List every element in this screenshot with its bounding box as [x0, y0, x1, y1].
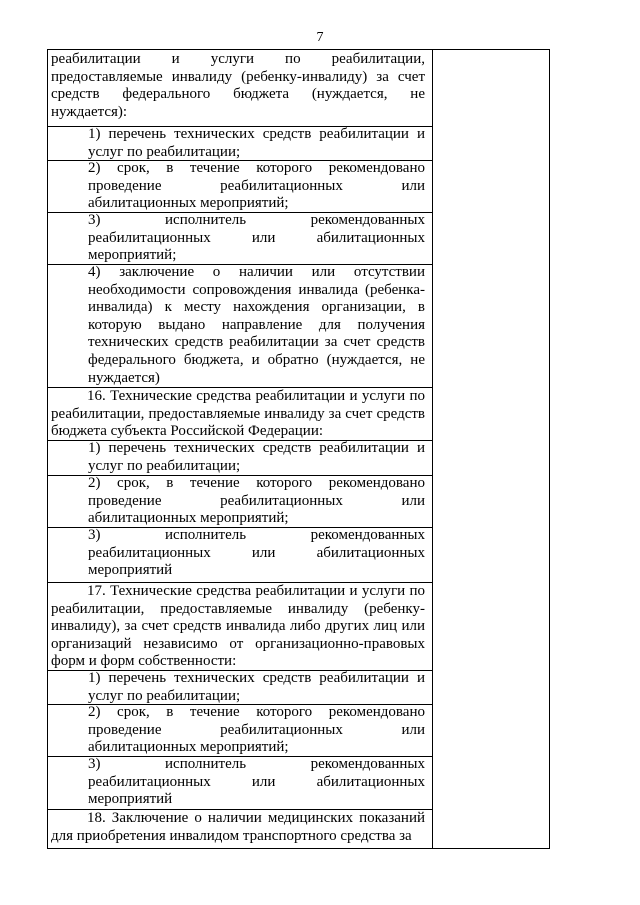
table-cell-item	[88, 264, 425, 387]
cell-text: 3) исполнитель рекомендованных реабилитационных или абилитационных мероприятий;	[88, 212, 425, 264]
table-cell-item	[88, 756, 425, 809]
table-cell-section-18	[51, 810, 425, 845]
page-number: 7	[316, 30, 324, 45]
table-cell-item	[88, 440, 425, 475]
cell-text: 3) исполнитель рекомендованных реабилитационных или абилитационных мероприятий	[88, 756, 425, 808]
cell-text: 18. Заключение о наличии медицинских показаний для приобретения инвалидом транспортного средства за	[51, 810, 425, 844]
table-cell-item	[88, 160, 425, 213]
cell-text: 16. Технические средства реабилитации и услуги по реабилитации, предоставляемые инвалиду за счет средств бюджета субъекта Российской Федерации:	[51, 388, 425, 440]
cell-text: 17. Технические средства реабилитации и услуги по реабилитации, предоставляемые инвалиду (ребенку-инвалиду), за счет средств инвалида либо других лиц или организаций независимо от организационно-правовых форм и форм собственности:	[51, 583, 425, 670]
table-cell-section-16	[51, 388, 425, 441]
cell-text: 1) перечень технических средств реабилитации и услуг по реабилитации;	[88, 440, 425, 474]
table-cell-item	[88, 704, 425, 757]
cell-text: 2) срок, в течение которого рекомендовано проведение реабилитационных или абилитационных мероприятий;	[88, 704, 425, 756]
document-table	[47, 49, 550, 849]
table-cell-item	[88, 126, 425, 161]
cell-text: 4) заключение о наличии или отсутствии необходимости сопровождения инвалида (ребенка-инвалида) к месту нахождения организации, в которую выдано направление для получения технических средств реабилитации за счет средств федерального бюджета, и обратно (нуждается, не нуждается)	[88, 264, 425, 386]
column-divider	[432, 50, 433, 848]
table-cell-item	[88, 670, 425, 705]
table-cell-intro	[51, 51, 425, 121]
table-cell-item	[88, 475, 425, 528]
table-cell-section-17	[51, 583, 425, 671]
table-cell-item	[88, 212, 425, 265]
cell-text: 2) срок, в течение которого рекомендовано проведение реабилитационных или абилитационных мероприятий;	[88, 475, 425, 527]
cell-text: 3) исполнитель рекомендованных реабилитационных или абилитационных мероприятий	[88, 527, 425, 579]
cell-text: 1) перечень технических средств реабилитации и услуг по реабилитации;	[88, 670, 425, 704]
cell-text: реабилитации и услуги по реабилитации, предоставляемые инвалиду (ребенку-инвалиду) за счет средств федерального бюджета (нуждается, не нуждается):	[51, 51, 425, 120]
table-cell-item	[88, 527, 425, 580]
cell-text: 2) срок, в течение которого рекомендовано проведение реабилитационных или абилитационных мероприятий;	[88, 160, 425, 212]
cell-text: 1) перечень технических средств реабилитации и услуг по реабилитации;	[88, 126, 425, 160]
